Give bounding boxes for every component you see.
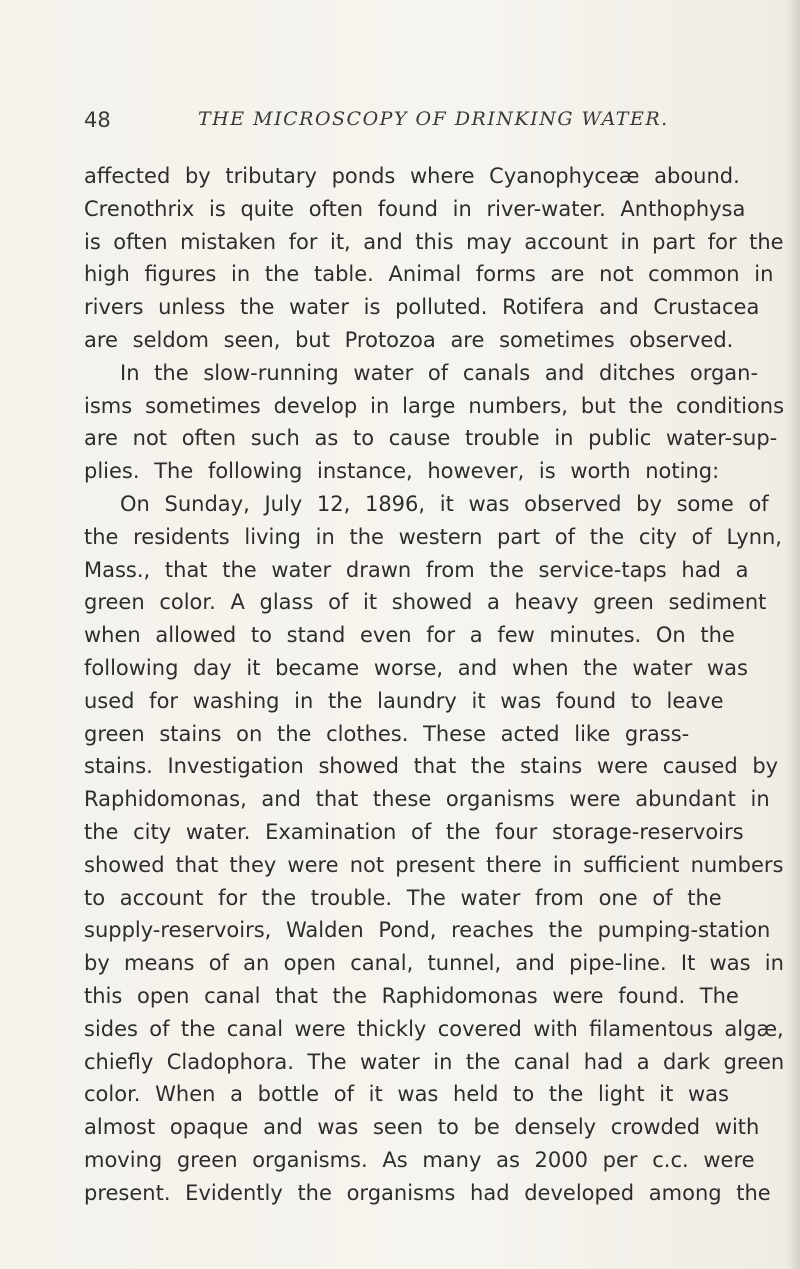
text-line: almost opaque and was seen to be densely crowded with <box>84 1115 760 1140</box>
page-number: 48 <box>84 108 111 132</box>
running-title: THE MICROSCOPY OF DRINKING WATER. <box>198 108 669 130</box>
text-line: affected by tributary ponds where Cyanophyceæ abound. <box>84 164 740 188</box>
text-line: to account for the trouble. The water from one of the <box>84 885 722 910</box>
text-line: plies. The following instance, however, is worth noting: <box>84 459 720 484</box>
running-head <box>84 104 704 140</box>
text-line: when allowed to stand even for a few minutes. On the <box>84 623 735 648</box>
text-line: color. When a bottle of it was held to the light it was <box>84 1082 729 1107</box>
text-line: present. Evidently the organisms had developed among the <box>84 1180 771 1205</box>
text-line: Crenothrix is quite often found in river-water. Anthophysa <box>84 196 746 221</box>
text-line: used for washing in the laundry it was found to leave <box>84 688 724 713</box>
text-line: the residents living in the western part of the city of Lynn, <box>84 524 782 549</box>
text-line: Raphidomonas, and that these organisms were abundant in <box>84 787 770 812</box>
text-line: green stains on the clothes. These acted like grass- <box>84 721 690 746</box>
text-line: isms sometimes develop in large numbers, but the conditions <box>84 393 785 418</box>
text-line: sides of the canal were thickly covered with filamentous algæ, <box>84 1016 784 1041</box>
text-line: are seldom seen, but Protozoa are sometimes observed. <box>84 327 734 352</box>
text-line: green color. A glass of it showed a heavy green sediment <box>84 590 767 615</box>
text-line: On Sunday, July 12, 1896, it was observed by some of <box>120 491 769 516</box>
text-line: chiefly Cladophora. The water in the canal had a dark green <box>84 1049 785 1074</box>
text-line: moving green organisms. As many as 2000 per c.c. were <box>84 1147 755 1172</box>
text-line: showed that they were not present there in sufficient numbers <box>84 852 784 877</box>
text-line: the city water. Examination of the four storage-reservoirs <box>84 819 744 844</box>
text-line: by means of an open canal, tunnel, and pipe-line. It was in <box>84 951 784 976</box>
text-line: Mass., that the water drawn from the service-taps had a <box>84 557 749 582</box>
text-line: this open canal that the Raphidomonas were found. The <box>84 983 739 1008</box>
text-line: rivers unless the water is polluted. Rotifera and Crustacea <box>84 295 760 320</box>
text-line: are not often such as to cause trouble in public water-sup- <box>84 426 778 451</box>
text-line: supply-reservoirs, Walden Pond, reaches the pumping-station <box>84 918 771 943</box>
text-line: In the slow-running water of canals and ditches organ- <box>120 360 759 385</box>
body-text <box>84 160 784 1210</box>
page-gutter-shadow <box>786 0 800 1269</box>
text-line: is often mistaken for it, and this may account in part for the <box>84 229 784 254</box>
text-line: stains. Investigation showed that the stains were caused by <box>84 754 779 779</box>
text-line: following day it became worse, and when the water was <box>84 655 748 680</box>
text-line: high figures in the table. Animal forms are not common in <box>84 262 774 287</box>
